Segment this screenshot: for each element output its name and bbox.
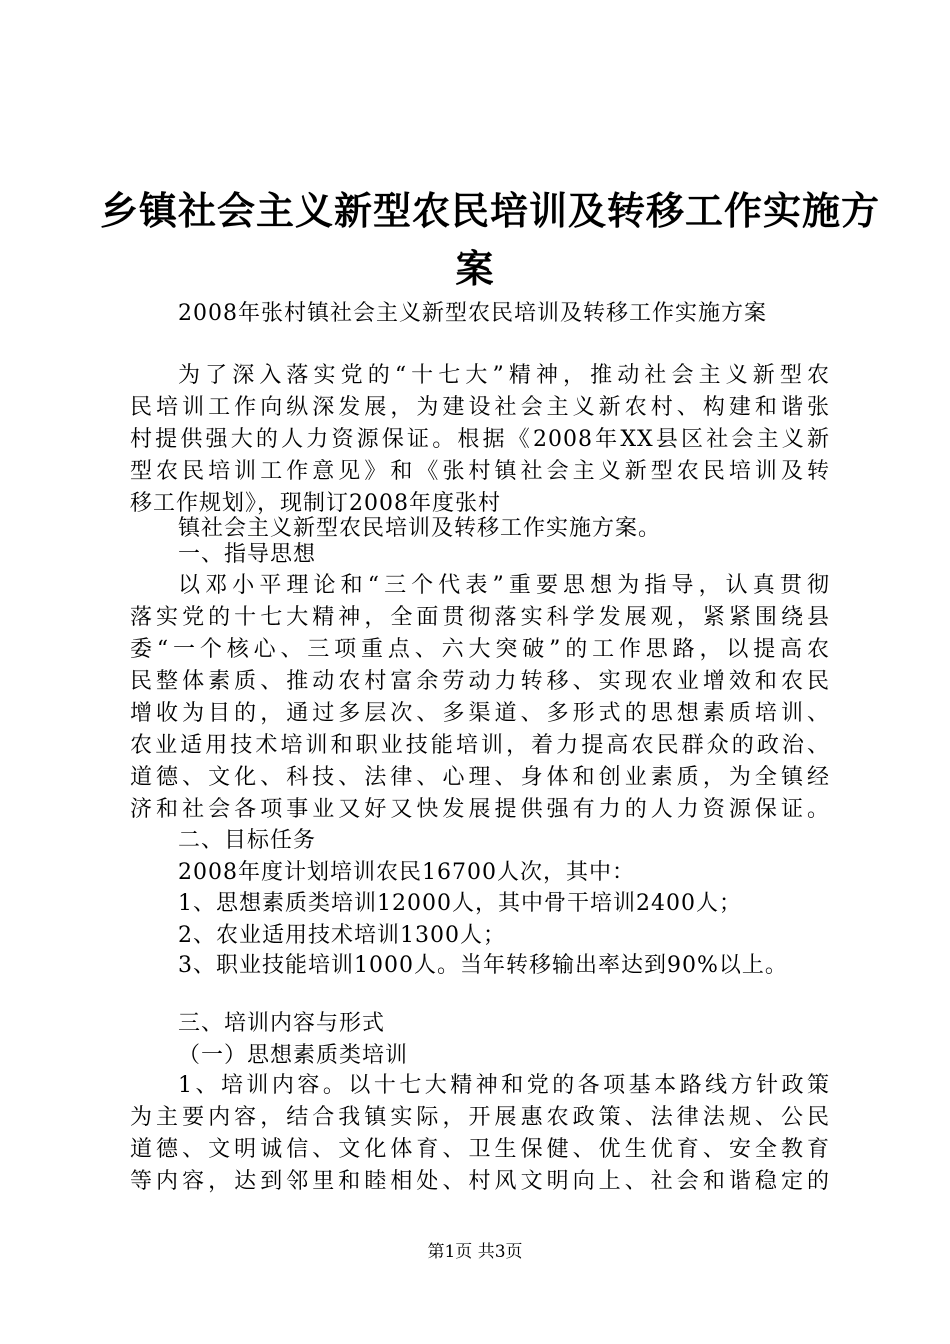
section-heading: 二、目标任务 xyxy=(178,828,317,853)
document-subtitle: 2008年张村镇社会主义新型农民培训及转移工作实施方案 xyxy=(178,301,767,326)
paragraph-line: 以邓小平理论和“三个代表”重要思想为指导，认真贯彻 xyxy=(178,573,830,598)
paragraph-line: 民整体素质、推动农村富余劳动力转移、实现农业增效和农民 xyxy=(130,669,830,694)
section-heading: 三、培训内容与形式 xyxy=(178,1011,386,1036)
paragraph-line: 1、培训内容。以十七大精神和党的各项基本路线方针政策 xyxy=(178,1073,830,1098)
subsection-heading: （一）思想素质类培训 xyxy=(178,1043,409,1068)
paragraph-line: 委“一个核心、三项重点、六大突破”的工作思路，以提高农 xyxy=(130,637,830,662)
paragraph-line: 型农民培训工作意见》和《张村镇社会主义新型农民培训及转 xyxy=(130,459,830,484)
paragraph-line: 农业适用技术培训和职业技能培训，着力提高农民群众的政治、 xyxy=(130,733,830,758)
paragraph-line: 增收为目的，通过多层次、多渠道、多形式的思想素质培训、 xyxy=(130,701,830,726)
document-title-line-2: 案 xyxy=(455,247,495,291)
section-heading: 一、指导思想 xyxy=(178,542,317,567)
paragraph-line: 移工作规划》，现制订2008年度张村 xyxy=(130,491,501,516)
paragraph-line: 村提供强大的人力资源保证。根据《2008年XX县区社会主义新 xyxy=(130,427,830,452)
list-item: 1、思想素质类培训12000人，其中骨干培训2400人； xyxy=(178,891,742,916)
paragraph-line: 为了深入落实党的“十七大”精神，推动社会主义新型农 xyxy=(178,363,830,388)
list-item: 2008年度计划培训农民16700人次，其中： xyxy=(178,860,635,885)
paragraph-line: 道德、文明诚信、文化体育、卫生保健、优生优育、安全教育 xyxy=(130,1137,830,1162)
paragraph-line: 民培训工作向纵深发展，为建设社会主义新农村、构建和谐张 xyxy=(130,395,830,420)
document-title-line-1: 乡镇社会主义新型农民培训及转移工作实施方 xyxy=(100,189,881,233)
paragraph-line: 落实党的十七大精神，全面贯彻落实科学发展观，紧紧围绕县 xyxy=(130,605,830,630)
paragraph-line: 为主要内容，结合我镇实际，开展惠农政策、法律法规、公民 xyxy=(130,1105,830,1130)
list-item: 3、职业技能培训1000人。当年转移输出率达到90%以上。 xyxy=(178,953,788,978)
paragraph-line: 道德、文化、科技、法律、心理、身体和创业素质，为全镇经 xyxy=(130,765,830,790)
list-item: 2、农业适用技术培训1300人； xyxy=(178,923,506,948)
page-footer: 第1页 共3页 xyxy=(427,1242,523,1262)
paragraph-line: 济和社会各项事业又好又快发展提供强有力的人力资源保证。 xyxy=(130,797,830,822)
paragraph-line: 镇社会主义新型农民培训及转移工作实施方案。 xyxy=(178,516,662,541)
paragraph-line: 等内容，达到邻里和睦相处、村风文明向上、社会和谐稳定的 xyxy=(130,1169,830,1194)
